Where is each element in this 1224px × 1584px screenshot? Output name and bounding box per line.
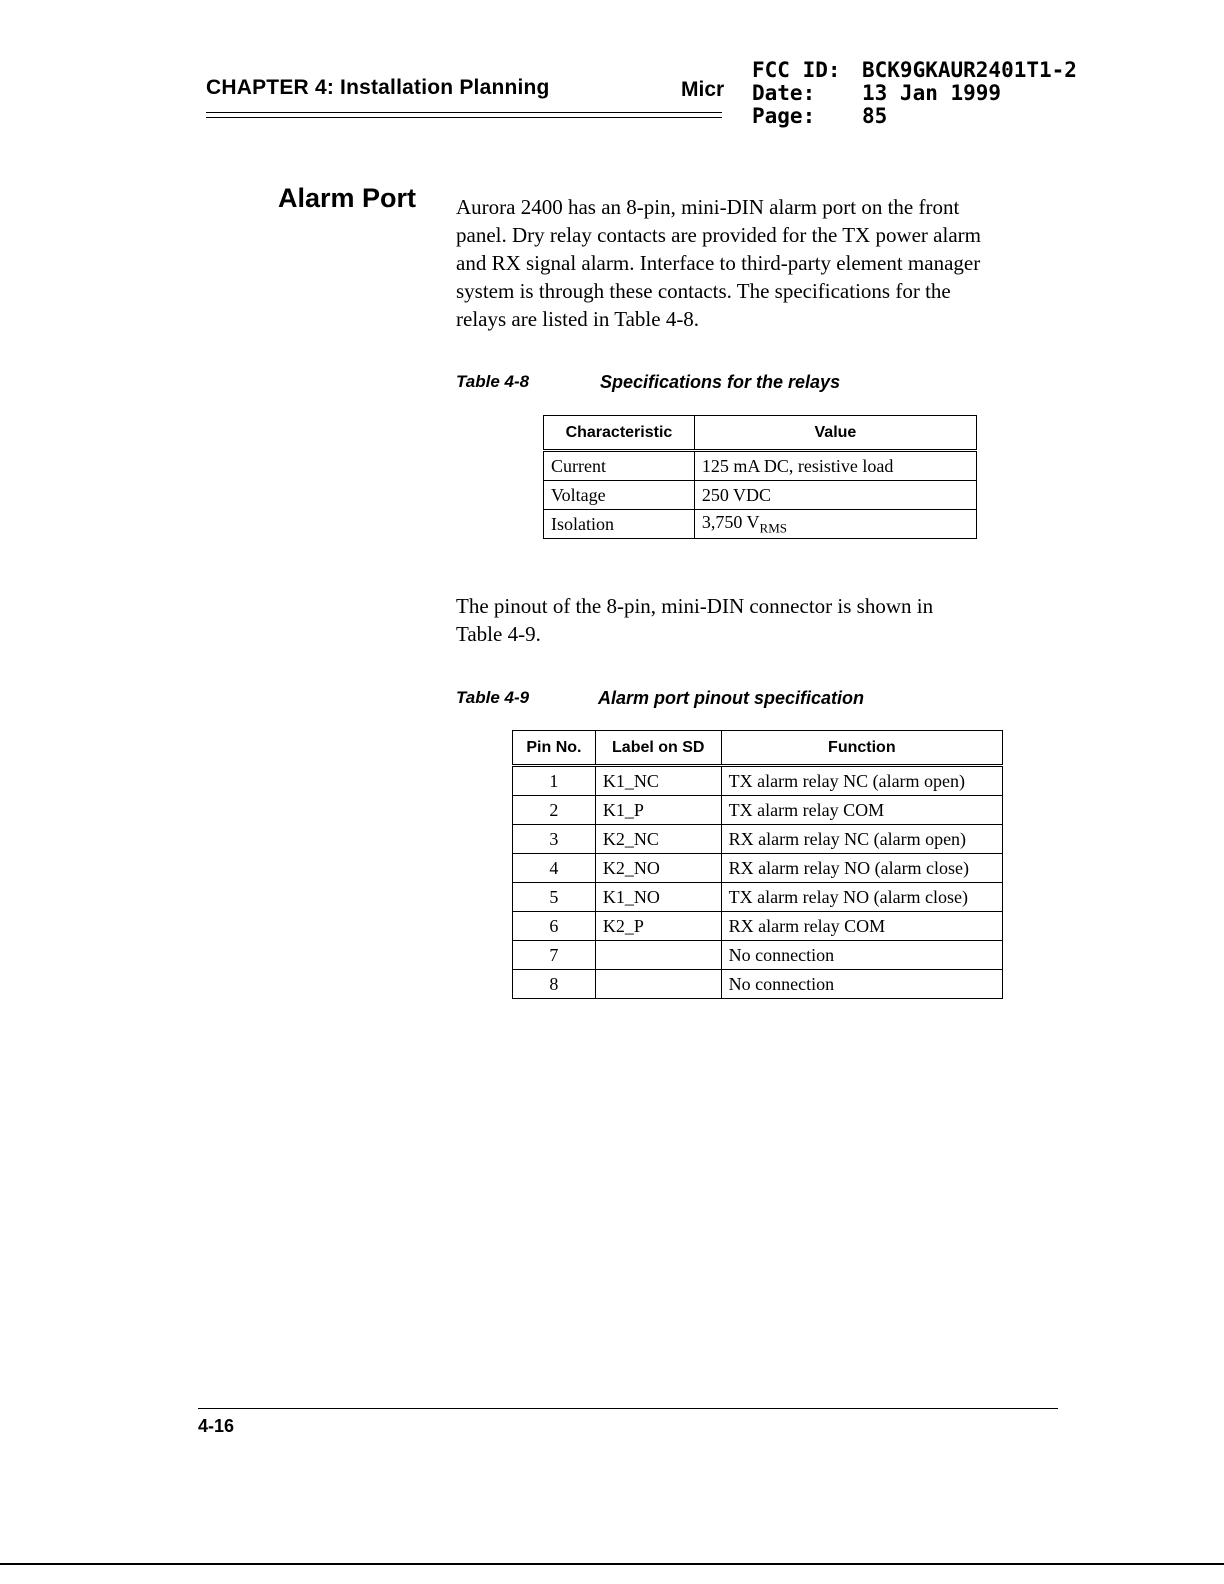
page-value: 85 [862, 104, 888, 128]
pinout-table [512, 730, 1003, 999]
table-cell: 125 mA DC, resistive load [694, 451, 976, 481]
table-row [513, 912, 1003, 941]
label-cell: K2_NC [595, 825, 721, 854]
isolation-value: 3,750 V [701, 511, 760, 532]
function-cell: RX alarm relay COM [721, 912, 1002, 941]
paragraph-line: system is through these contacts. The specifications for the [456, 279, 951, 303]
table-row [513, 766, 1003, 796]
section-heading: Alarm Port [278, 183, 417, 213]
column-header: Function [721, 731, 1002, 766]
date-label: Date: [752, 81, 816, 105]
table-row [513, 825, 1003, 854]
function-cell: RX alarm relay NC (alarm open) [721, 825, 1002, 854]
table-4-9-title: Alarm port pinout specification [598, 688, 865, 708]
table-cell [694, 510, 976, 539]
function-cell: No connection [721, 941, 1002, 970]
label-cell: K2_NO [595, 854, 721, 883]
function-cell: TX alarm relay NC (alarm open) [721, 766, 1002, 796]
table-cell: 250 VDC [694, 481, 976, 510]
table-row [513, 796, 1003, 825]
paragraph-line: Aurora 2400 has an 8-pin, mini-DIN alarm port on the front [456, 195, 960, 219]
pin-number-cell: 8 [513, 970, 596, 999]
table-row [513, 883, 1003, 912]
chapter-title: CHAPTER 4: Installation Planning [206, 76, 550, 99]
label-cell: K1_NO [595, 883, 721, 912]
column-header: Pin No. [513, 731, 596, 766]
page-number: 4-16 [198, 1416, 235, 1436]
table-4-9-number: Table 4-9 [456, 688, 530, 707]
page-label: Page: [752, 104, 816, 128]
relay-spec-table [543, 415, 977, 539]
pin-number-cell: 7 [513, 941, 596, 970]
label-cell [595, 941, 721, 970]
table-row [544, 451, 977, 481]
column-header: Label on SD [595, 731, 721, 766]
table-header-row [544, 416, 977, 451]
header-rule-bottom [206, 117, 722, 118]
table-row [513, 941, 1003, 970]
pin-number-cell: 5 [513, 883, 596, 912]
function-cell: TX alarm relay COM [721, 796, 1002, 825]
table-row [513, 970, 1003, 999]
label-cell [595, 970, 721, 999]
table-cell: Isolation [544, 510, 695, 539]
paragraph-line: The pinout of the 8-pin, mini-DIN connector is shown in [456, 594, 934, 618]
paragraph-line: panel. Dry relay contacts are provided for the TX power alarm [456, 223, 981, 247]
table-cell: Voltage [544, 481, 695, 510]
pin-number-cell: 2 [513, 796, 596, 825]
fcc-id-value: BCK9GKAUR2401T1-2 [862, 58, 1077, 82]
pin-number-cell: 6 [513, 912, 596, 941]
intro-paragraph [456, 193, 1076, 333]
label-cell: K2_P [595, 912, 721, 941]
date-value: 13 Jan 1999 [862, 81, 1002, 105]
paragraph-line: and RX signal alarm. Interface to third-party element manager [456, 251, 981, 275]
table-row [544, 510, 977, 539]
table-row [544, 481, 977, 510]
pin-number-cell: 4 [513, 854, 596, 883]
table-header-row [513, 731, 1003, 766]
pinout-paragraph [456, 592, 1076, 648]
function-cell: RX alarm relay NO (alarm close) [721, 854, 1002, 883]
scan-edge-line [0, 1563, 1224, 1565]
column-header: Value [694, 416, 976, 451]
pin-number-cell: 1 [513, 766, 596, 796]
label-cell: K1_P [595, 796, 721, 825]
header-rule-top [206, 112, 722, 113]
table-4-8-title: Specifications for the relays [600, 372, 841, 392]
label-cell: K1_NC [595, 766, 721, 796]
column-header: Characteristic [544, 416, 695, 451]
footer-rule [198, 1408, 1058, 1409]
isolation-unit-subscript: RMS [759, 520, 788, 536]
function-cell: No connection [721, 970, 1002, 999]
table-cell: Current [544, 451, 695, 481]
paragraph-line: relays are listed in Table 4-8. [456, 307, 700, 331]
fcc-id-label: FCC ID: [752, 58, 841, 82]
table-4-8-number: Table 4-8 [456, 372, 530, 391]
pin-number-cell: 3 [513, 825, 596, 854]
table-row [513, 854, 1003, 883]
paragraph-line: Table 4-9. [456, 622, 541, 646]
function-cell: TX alarm relay NO (alarm close) [721, 883, 1002, 912]
header-truncated-text: Micr [681, 78, 725, 101]
